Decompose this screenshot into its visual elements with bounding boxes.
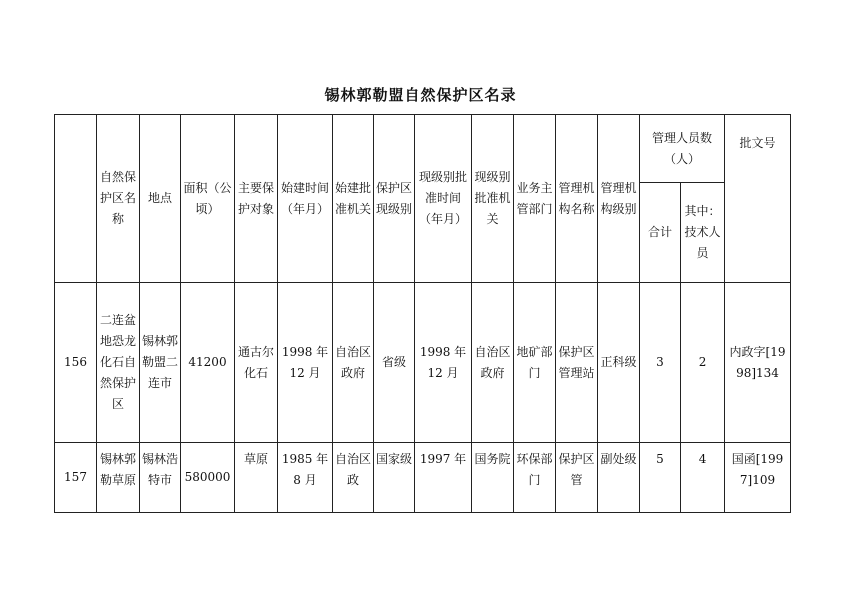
staff-tech: 2	[681, 283, 725, 443]
management-level: 正科级	[598, 283, 640, 443]
row-number: 157	[55, 443, 97, 513]
header-management-org: 管理机构名称	[556, 115, 598, 283]
founded-time: 1998 年 12 月	[278, 283, 333, 443]
department: 地矿部门	[514, 283, 556, 443]
header-row	[55, 115, 791, 183]
staff-total: 5	[640, 443, 681, 513]
approval-doc: 国函[1997]109	[725, 443, 791, 513]
header-staff-tech: 其中：技术人员	[681, 183, 725, 283]
header-staff-count: 管理人员数（人）	[640, 115, 725, 183]
reserve-name: 锡林郭勒草原	[97, 443, 140, 513]
location: 锡林浩特市	[140, 443, 181, 513]
header-founding-authority: 始建批准机关	[333, 115, 374, 283]
header-number	[55, 115, 97, 283]
header-area: 面积（公顷）	[181, 115, 235, 283]
approval-authority: 自治区政府	[472, 283, 514, 443]
area: 580000	[181, 443, 235, 513]
approval-authority: 国务院	[472, 443, 514, 513]
header-location: 地点	[140, 115, 181, 283]
header-founded-time: 始建时间 （年月）	[278, 115, 333, 283]
header-approval-doc: 批文号	[725, 115, 791, 283]
founding-authority: 自治区政府	[333, 283, 374, 443]
header-current-level: 保护区现级别	[374, 115, 415, 283]
table-row	[55, 443, 791, 513]
header-staff-total: 合计	[640, 183, 681, 283]
department: 环保部门	[514, 443, 556, 513]
header-approval-authority: 现级别批准机关	[472, 115, 514, 283]
current-level: 省级	[374, 283, 415, 443]
management-org: 保护区管	[556, 443, 598, 513]
staff-total: 3	[640, 283, 681, 443]
management-level: 副处级	[598, 443, 640, 513]
management-org: 保护区管理站	[556, 283, 598, 443]
staff-tech: 4	[681, 443, 725, 513]
header-management-level: 管理机构级别	[598, 115, 640, 283]
founded-time: 1985 年 8 月	[278, 443, 333, 513]
table-row	[55, 283, 791, 443]
header-approval-time: 现级别批准时间（年月）	[415, 115, 472, 283]
location: 锡林郭勒盟二连市	[140, 283, 181, 443]
approval-doc: 内政字[1998]134	[725, 283, 791, 443]
area: 41200	[181, 283, 235, 443]
document-title: 锡林郭勒盟自然保护区名录	[324, 86, 517, 104]
nature-reserve-table	[54, 114, 791, 513]
approval-time: 1997 年	[415, 443, 472, 513]
header-department: 业务主管部门	[514, 115, 556, 283]
header-protected-target: 主要保护对象	[235, 115, 278, 283]
founding-authority: 自治区政	[333, 443, 374, 513]
current-level: 国家级	[374, 443, 415, 513]
protected-target: 草原	[235, 443, 278, 513]
row-number: 156	[55, 283, 97, 443]
reserve-name: 二连盆地恐龙化石自然保护区	[97, 283, 140, 443]
protected-target: 通古尔化石	[235, 283, 278, 443]
header-reserve-name: 自然保护区名称	[97, 115, 140, 283]
approval-time: 1998 年 12 月	[415, 283, 472, 443]
